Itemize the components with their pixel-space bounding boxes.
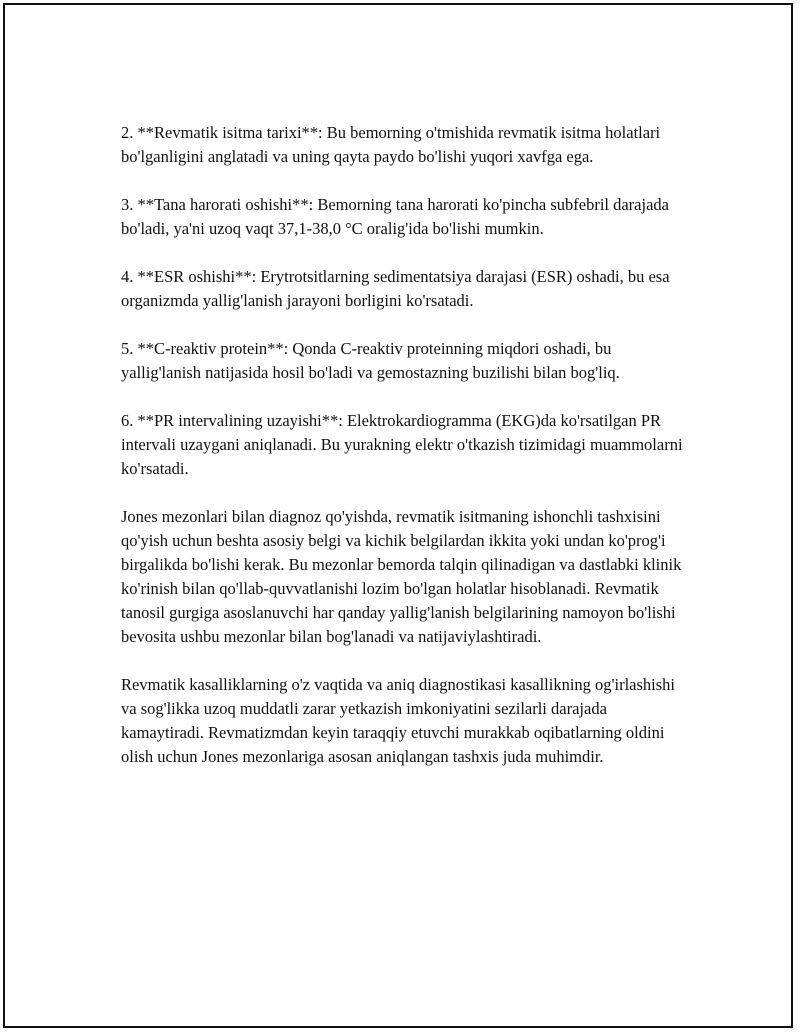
paragraph-jones-criteria: Jones mezonlari bilan diagnoz qo'yishda, revmatik isitmaning ishonchli tashxisini qo'yish uchun beshta asosiy belgi va kichik belgilardan ikkita yoki undan ko'prog'i birgalikda bo'lishi kerak. Bu mezonlar bemorda talqin qilinadigan va dastlabki klinik ko'rinish bilan qo'llab-quvvatlanishi lozim bo'lgan holatlar hisoblanadi. Revmatik tanosil gurgiga asoslanuvchi har qanday yallig'lanish belgilarining namoyon bo'lishi bevosita ushbu mezonlar bilan bog'lanadi va natijaviylashtiradi. xyxy=(121,507,682,646)
paragraph-item-6: 6. **PR intervalining uzayishi**: Elektrokardiogramma (EKG)da ko'rsatilgan PR intervali uzaygani aniqlanadi. Bu yurakning elektr o'tkazish tizimidagi muammolarni ko'rsatadi. xyxy=(121,411,683,478)
paragraph-conclusion: Revmatik kasalliklarning o'z vaqtida va aniq diagnostikasi kasallikning og'irlashishi va sog'likka uzoq muddatli zarar yetkazish imkoniyatini sezilarli darajada kamaytiradi. Revmatizmdan keyin taraqqiy etuvchi murakkab oqibatlarning oldini olish uchun Jones mezonlariga asosan aniqlangan tashxis juda muhimdir. xyxy=(121,675,676,766)
document-body xyxy=(121,121,691,793)
paragraph-item-5: 5. **C-reaktiv protein**: Qonda C-reaktiv proteinning miqdori oshadi, bu yallig'lanish natijasida hosil bo'ladi va gemostazning buzilishi bilan bog'liq. xyxy=(121,339,620,382)
paragraph-item-2: 2. **Revmatik isitma tarixi**: Bu bemorning o'tmishida revmatik isitma holatlari bo'lganligini anglatadi va uning qayta paydo bo'lishi yuqori xavfga ega. xyxy=(121,123,661,166)
document-page xyxy=(3,3,793,1028)
paragraph-item-4: 4. **ESR oshishi**: Erytrotsitlarning sedimentatsiya darajasi (ESR) oshadi, bu esa organizmda yallig'lanish jarayoni borligini ko'rsatadi. xyxy=(121,267,670,310)
paragraph-item-3: 3. **Tana harorati oshishi**: Bemorning tana harorati ko'pincha subfebril darajada bo'ladi, ya'ni uzoq vaqt 37,1-38,0 °C oralig'ida bo'lishi mumkin. xyxy=(121,195,669,238)
